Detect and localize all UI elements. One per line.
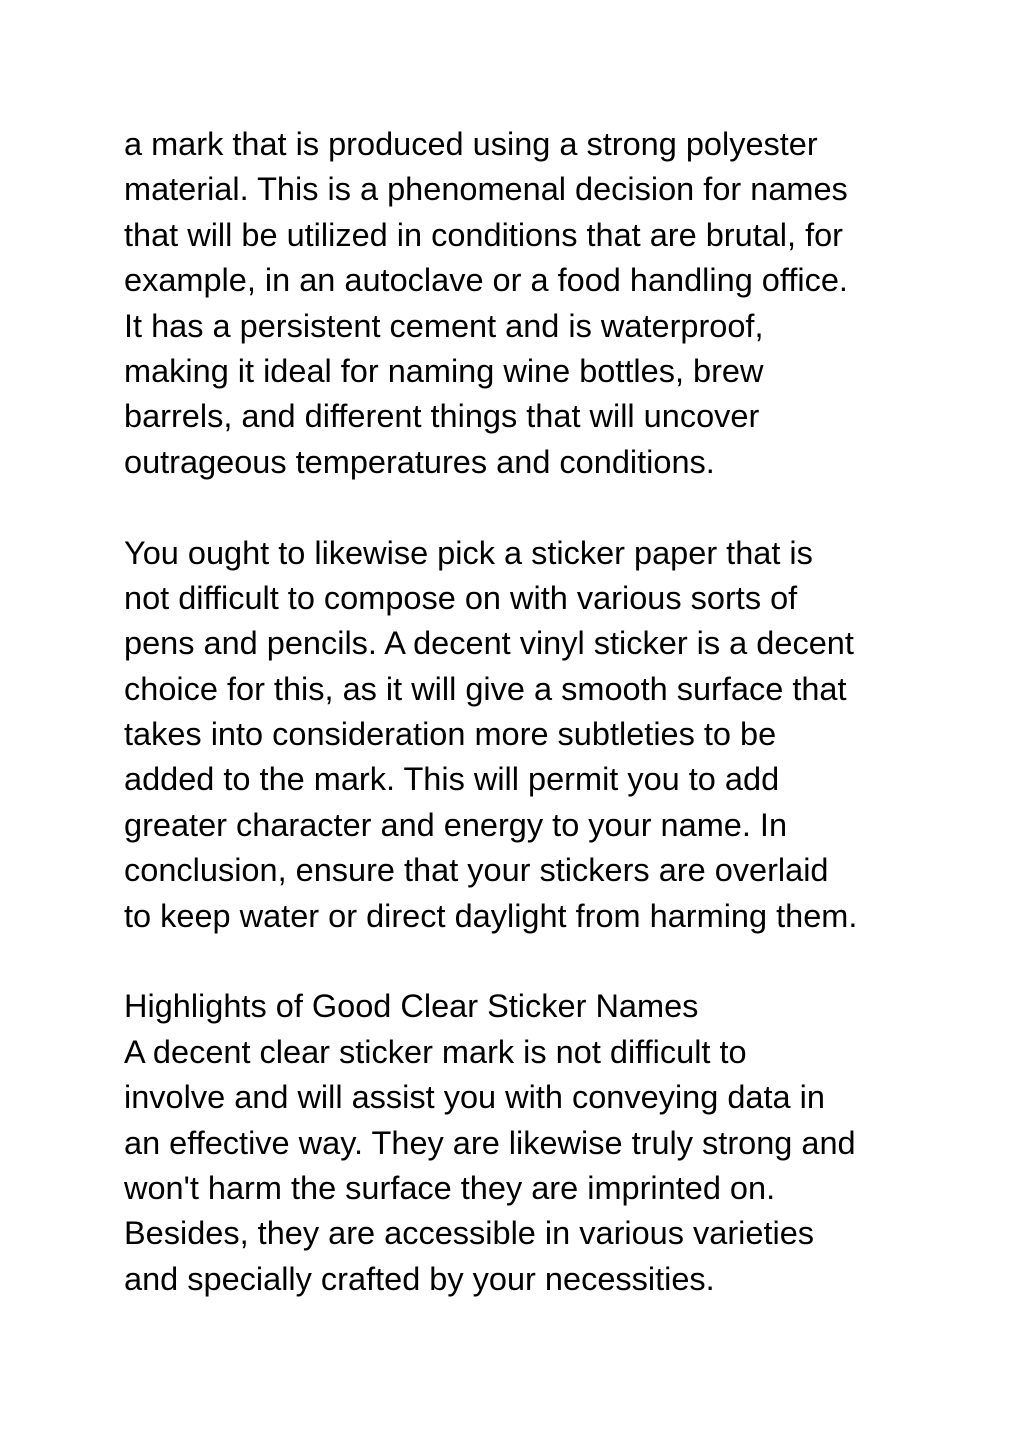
paragraph-gap: [124, 939, 914, 984]
text-line: conclusion, ensure that your stickers are overlaid: [124, 852, 829, 889]
text-line: example, in an autoclave or a food handling office.: [124, 262, 848, 299]
text-line: Besides, they are accessible in various varieties: [124, 1215, 815, 1252]
text-line: greater character and energy to your name. In: [124, 806, 788, 843]
text-line: that will be utilized in conditions that are brutal, for: [124, 216, 843, 253]
document-body: [124, 122, 914, 1302]
text-line: choice for this, as it will give a smooth surface that: [124, 670, 847, 707]
text-line: to keep water or direct daylight from harming them.: [124, 897, 858, 934]
paragraph-gap: [124, 485, 914, 530]
text-line: a mark that is produced using a strong polyester: [124, 126, 818, 162]
text-line: an effective way. They are likewise truly strong and: [124, 1124, 856, 1161]
text-line: takes into consideration more subtleties to be: [124, 716, 777, 753]
text-line: pens and pencils. A decent vinyl sticker is a decent: [124, 625, 854, 662]
text-line: won't harm the surface they are imprinted on.: [124, 1169, 776, 1206]
text-line: You ought to likewise pick a sticker paper that is: [124, 534, 813, 571]
text-line: A decent clear sticker mark is not difficult to: [124, 1033, 747, 1070]
text-line: material. This is a phenomenal decision for names: [124, 171, 848, 208]
text-line: barrels, and different things that will uncover: [124, 398, 760, 435]
paragraph-2: [124, 531, 914, 940]
text-line: not difficult to compose on with various sorts of: [124, 579, 798, 616]
text-line: outrageous temperatures and conditions.: [124, 443, 715, 480]
text-line: involve and will assist you with conveying data in: [124, 1079, 825, 1116]
text-line: It has a persistent cement and is waterproof,: [124, 307, 764, 344]
text-line: added to the mark. This will permit you to add: [124, 761, 780, 798]
text-line: making it ideal for naming wine bottles, brew: [124, 352, 764, 389]
section-heading: Highlights of Good Clear Sticker Names: [124, 988, 699, 1025]
paragraph-1: [124, 122, 914, 485]
paragraph-3: [124, 1030, 914, 1302]
text-line: and specially crafted by your necessities.: [124, 1260, 715, 1297]
